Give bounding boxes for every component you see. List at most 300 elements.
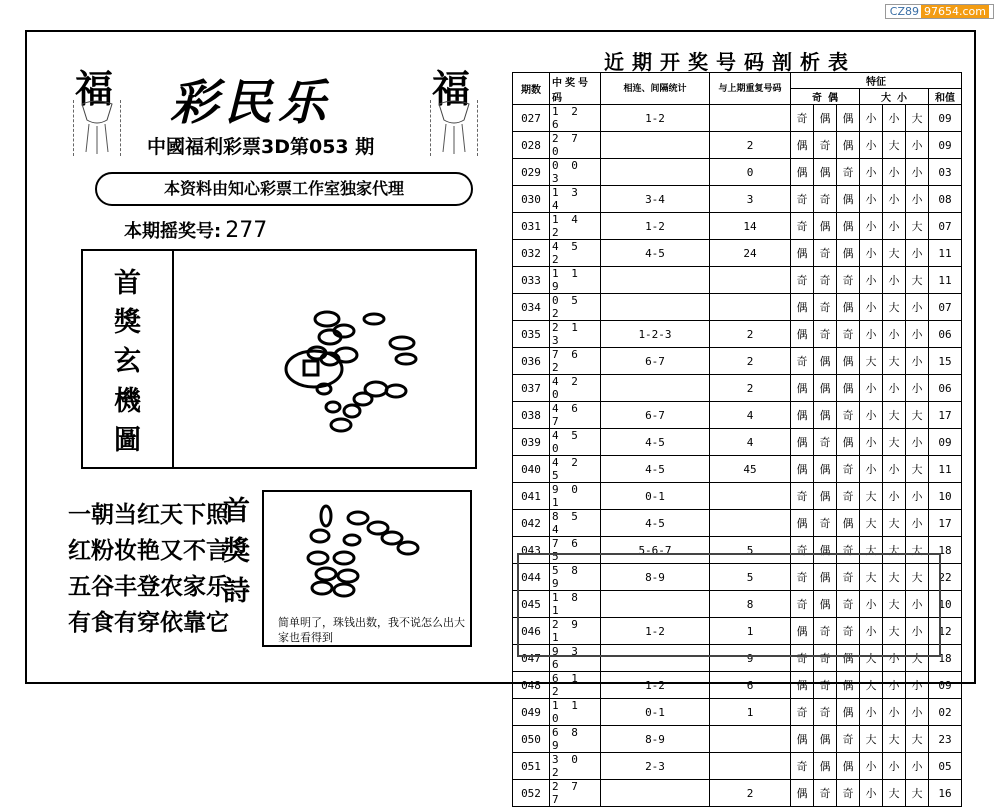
cell-number: 7 6 5 (550, 537, 601, 564)
cell-sum: 09 (929, 672, 962, 699)
cell-issue: 031 (513, 213, 550, 240)
cell-sum: 11 (929, 240, 962, 267)
cell-sum: 16 (929, 780, 962, 807)
cell-odd-even: 奇 (791, 645, 814, 672)
cell-gap: 4-5 (601, 510, 710, 537)
puzzle-label-char: 玄 (114, 346, 141, 378)
cell-gap (601, 375, 710, 402)
cell-big-small: 大 (860, 348, 883, 375)
cell-sum: 07 (929, 294, 962, 321)
cell-big-small: 小 (906, 672, 929, 699)
cell-sum: 10 (929, 483, 962, 510)
cell-big-small: 大 (883, 564, 906, 591)
cell-big-small: 小 (860, 402, 883, 429)
cell-repeat (710, 510, 791, 537)
cell-odd-even: 奇 (814, 267, 837, 294)
cell-number: 5 8 9 (550, 564, 601, 591)
cell-big-small: 小 (883, 321, 906, 348)
cell-big-small: 大 (906, 726, 929, 753)
cell-odd-even: 偶 (791, 672, 814, 699)
poem-title (223, 492, 255, 612)
table-row (513, 780, 962, 807)
cell-gap: 2-3 (601, 753, 710, 780)
cell-odd-even: 奇 (814, 645, 837, 672)
cell-sum: 12 (929, 618, 962, 645)
cell-issue: 033 (513, 267, 550, 294)
cell-number: 1 3 4 (550, 186, 601, 213)
cell-gap: 3-4 (601, 186, 710, 213)
table-row (513, 375, 962, 402)
cell-issue: 029 (513, 159, 550, 186)
cell-odd-even: 奇 (791, 591, 814, 618)
cell-issue: 046 (513, 618, 550, 645)
cell-big-small: 小 (860, 699, 883, 726)
cell-repeat: 0 (710, 159, 791, 186)
table-row (513, 159, 962, 186)
cell-sum: 11 (929, 456, 962, 483)
cell-big-small: 大 (883, 294, 906, 321)
puzzle-label-char: 圖 (114, 424, 141, 456)
table-row (513, 321, 962, 348)
cell-number: 1 1 9 (550, 267, 601, 294)
cell-repeat: 2 (710, 348, 791, 375)
cell-odd-even: 偶 (837, 699, 860, 726)
cell-sum: 08 (929, 186, 962, 213)
cell-repeat: 45 (710, 456, 791, 483)
cell-number: 4 2 0 (550, 375, 601, 402)
cell-odd-even: 奇 (791, 753, 814, 780)
cell-repeat (710, 753, 791, 780)
poem-line: 一朝当红天下照 (68, 502, 229, 528)
cell-big-small: 大 (860, 726, 883, 753)
cell-big-small: 小 (906, 483, 929, 510)
cell-odd-even: 偶 (837, 429, 860, 456)
cell-odd-even: 偶 (814, 348, 837, 375)
cell-big-small: 大 (906, 456, 929, 483)
cell-big-small: 小 (860, 132, 883, 159)
cell-odd-even: 奇 (791, 537, 814, 564)
cell-repeat: 14 (710, 213, 791, 240)
cell-big-small: 小 (883, 645, 906, 672)
cell-repeat: 1 (710, 618, 791, 645)
cell-odd-even: 偶 (814, 591, 837, 618)
cell-issue: 041 (513, 483, 550, 510)
poem-note: 简单明了，珠钱出数，我不说怎么出大家也看得到 (278, 616, 465, 644)
cell-repeat: 24 (710, 240, 791, 267)
cell-gap: 6-7 (601, 402, 710, 429)
cell-odd-even: 偶 (837, 240, 860, 267)
cell-big-small: 小 (906, 294, 929, 321)
table-row (513, 402, 962, 429)
cell-odd-even: 奇 (837, 564, 860, 591)
cell-odd-even: 奇 (837, 591, 860, 618)
table-row (513, 510, 962, 537)
cell-big-small: 小 (906, 753, 929, 780)
analysis-table-body (513, 105, 962, 807)
cell-big-small: 小 (883, 159, 906, 186)
cell-big-small: 小 (860, 456, 883, 483)
cell-odd-even: 偶 (814, 105, 837, 132)
cell-big-small: 小 (906, 510, 929, 537)
cell-big-small: 小 (906, 375, 929, 402)
cell-big-small: 小 (906, 591, 929, 618)
cell-odd-even: 奇 (837, 618, 860, 645)
cell-issue: 048 (513, 672, 550, 699)
cell-odd-even: 奇 (814, 618, 837, 645)
cell-repeat: 6 (710, 672, 791, 699)
issue-line: 中國福利彩票3D第053 期 (147, 136, 375, 158)
cell-big-small: 大 (906, 105, 929, 132)
table-title: 近期开奖号码剖析表 (604, 50, 856, 74)
cell-odd-even: 偶 (791, 321, 814, 348)
table-row (513, 456, 962, 483)
puzzle-label-char: 機 (114, 385, 141, 417)
cell-odd-even: 奇 (814, 672, 837, 699)
header-issue: 期数 (513, 73, 550, 105)
header-number: 中奖号码 (550, 73, 601, 105)
cell-sum: 18 (929, 537, 962, 564)
header-gap: 相连、间隔统计 (601, 73, 710, 105)
cell-number: 4 5 0 (550, 429, 601, 456)
cell-sum: 09 (929, 429, 962, 456)
cell-odd-even: 偶 (791, 402, 814, 429)
cell-odd-even: 偶 (814, 456, 837, 483)
cell-gap: 0-1 (601, 699, 710, 726)
header-odd-even: 奇 偶 (791, 89, 860, 105)
table-row (513, 753, 962, 780)
cell-big-small: 小 (906, 321, 929, 348)
cell-gap: 4-5 (601, 456, 710, 483)
cell-big-small: 小 (860, 186, 883, 213)
cell-odd-even: 偶 (814, 537, 837, 564)
table-row (513, 699, 962, 726)
cell-repeat: 2 (710, 321, 791, 348)
cell-big-small: 大 (883, 429, 906, 456)
cell-big-small: 小 (860, 240, 883, 267)
cell-gap (601, 132, 710, 159)
cell-issue: 052 (513, 780, 550, 807)
cell-odd-even: 偶 (791, 240, 814, 267)
cell-big-small: 小 (860, 375, 883, 402)
cell-big-small: 小 (860, 618, 883, 645)
table-row (513, 267, 962, 294)
coin-chain-drawing (264, 492, 470, 612)
cell-odd-even: 偶 (791, 294, 814, 321)
cell-odd-even: 奇 (837, 483, 860, 510)
cell-big-small: 小 (883, 753, 906, 780)
cell-big-small: 小 (883, 267, 906, 294)
cell-gap (601, 294, 710, 321)
cell-number: 6 8 9 (550, 726, 601, 753)
cell-odd-even: 偶 (814, 402, 837, 429)
cell-repeat: 5 (710, 564, 791, 591)
table-row (513, 132, 962, 159)
cell-odd-even: 奇 (791, 483, 814, 510)
cell-odd-even: 奇 (837, 321, 860, 348)
cell-big-small: 大 (860, 537, 883, 564)
cell-number: 1 8 1 (550, 591, 601, 618)
cell-gap (601, 267, 710, 294)
lantern-tassel-left-icon (73, 100, 121, 156)
cell-odd-even: 奇 (814, 186, 837, 213)
cell-number: 4 2 5 (550, 456, 601, 483)
cell-big-small: 小 (860, 321, 883, 348)
cell-sum: 17 (929, 510, 962, 537)
cell-big-small: 小 (883, 672, 906, 699)
cell-big-small: 大 (883, 348, 906, 375)
cell-repeat: 9 (710, 645, 791, 672)
cell-big-small: 小 (906, 186, 929, 213)
cell-big-small: 大 (883, 240, 906, 267)
cell-big-small: 小 (906, 132, 929, 159)
cell-number: 7 6 2 (550, 348, 601, 375)
cell-number: 2 9 1 (550, 618, 601, 645)
cell-gap: 8-9 (601, 564, 710, 591)
blank-notes-box (517, 553, 941, 657)
cell-odd-even: 偶 (814, 564, 837, 591)
cell-big-small: 大 (883, 510, 906, 537)
cell-odd-even: 奇 (837, 159, 860, 186)
cell-big-small: 小 (860, 591, 883, 618)
cell-odd-even: 奇 (814, 699, 837, 726)
cell-big-small: 大 (883, 780, 906, 807)
cell-odd-even: 奇 (837, 267, 860, 294)
cell-issue: 030 (513, 186, 550, 213)
cell-big-small: 大 (883, 618, 906, 645)
cell-odd-even: 奇 (791, 213, 814, 240)
cell-gap: 0-1 (601, 483, 710, 510)
cell-big-small: 大 (906, 213, 929, 240)
table-row (513, 348, 962, 375)
cell-issue: 039 (513, 429, 550, 456)
cell-big-small: 小 (860, 780, 883, 807)
cell-odd-even: 奇 (791, 348, 814, 375)
watermark-site: 97654.com (921, 5, 989, 18)
cell-repeat: 8 (710, 591, 791, 618)
cell-gap: 1-2 (601, 213, 710, 240)
cell-odd-even: 奇 (814, 294, 837, 321)
cell-issue: 043 (513, 537, 550, 564)
cell-issue: 032 (513, 240, 550, 267)
cell-odd-even: 奇 (791, 699, 814, 726)
cell-number: 9 3 6 (550, 645, 601, 672)
cell-repeat: 4 (710, 402, 791, 429)
poem-title-char: 首 (223, 496, 250, 527)
cell-repeat (710, 726, 791, 753)
poem-lines (68, 497, 229, 641)
cell-odd-even: 偶 (791, 510, 814, 537)
cell-repeat: 2 (710, 780, 791, 807)
cell-odd-even: 偶 (814, 483, 837, 510)
cell-issue: 028 (513, 132, 550, 159)
cell-odd-even: 偶 (791, 159, 814, 186)
cell-odd-even: 偶 (837, 294, 860, 321)
cell-repeat: 2 (710, 132, 791, 159)
cell-issue: 036 (513, 348, 550, 375)
cell-sum: 17 (929, 402, 962, 429)
cell-gap (601, 159, 710, 186)
fu-character-left: 福 (75, 66, 114, 111)
analysis-table (512, 72, 962, 807)
cell-gap: 1-2 (601, 672, 710, 699)
cell-sum: 07 (929, 213, 962, 240)
table-row (513, 726, 962, 753)
cell-odd-even: 偶 (837, 672, 860, 699)
cell-issue: 047 (513, 645, 550, 672)
cell-big-small: 小 (906, 618, 929, 645)
cell-odd-even: 奇 (837, 402, 860, 429)
cell-big-small: 大 (883, 537, 906, 564)
cell-odd-even: 奇 (814, 132, 837, 159)
cell-big-small: 大 (906, 267, 929, 294)
fu-character-right: 福 (432, 66, 471, 111)
cell-odd-even: 奇 (791, 105, 814, 132)
cell-repeat: 3 (710, 186, 791, 213)
cell-big-small: 小 (860, 429, 883, 456)
cell-issue: 040 (513, 456, 550, 483)
cell-odd-even: 偶 (814, 726, 837, 753)
cell-number: 4 5 2 (550, 240, 601, 267)
cell-odd-even: 偶 (814, 753, 837, 780)
cell-big-small: 大 (906, 780, 929, 807)
header-feature: 特征 (791, 73, 962, 89)
cell-odd-even: 偶 (814, 213, 837, 240)
cell-odd-even: 偶 (837, 375, 860, 402)
cell-big-small: 小 (883, 213, 906, 240)
cell-sum: 23 (929, 726, 962, 753)
header-sum: 和值 (929, 89, 962, 105)
cell-gap: 1-2-3 (601, 321, 710, 348)
cell-issue: 044 (513, 564, 550, 591)
cell-odd-even: 奇 (837, 780, 860, 807)
cell-big-small: 小 (906, 159, 929, 186)
table-row (513, 429, 962, 456)
poem-line: 有食有穿依靠它 (68, 610, 229, 636)
cell-odd-even: 偶 (791, 456, 814, 483)
cell-repeat: 4 (710, 429, 791, 456)
puzzle-label-char: 首 (114, 268, 141, 300)
cell-odd-even: 偶 (814, 159, 837, 186)
cell-odd-even: 偶 (837, 132, 860, 159)
watermark-code: CZ89 (889, 5, 920, 18)
cell-odd-even: 奇 (791, 267, 814, 294)
cell-odd-even: 偶 (837, 213, 860, 240)
cell-gap: 8-9 (601, 726, 710, 753)
cell-big-small: 小 (860, 267, 883, 294)
table-row (513, 105, 962, 132)
cell-odd-even: 奇 (814, 780, 837, 807)
cell-number: 6 1 2 (550, 672, 601, 699)
poem-panel (262, 490, 472, 647)
brand-title: 彩民乐 (170, 75, 333, 131)
poem-title-char: 獎 (223, 536, 250, 567)
cell-number: 8 5 4 (550, 510, 601, 537)
cell-gap: 4-5 (601, 429, 710, 456)
cell-big-small: 小 (860, 294, 883, 321)
cell-sum: 05 (929, 753, 962, 780)
cell-number: 1 4 2 (550, 213, 601, 240)
puzzle-label-char: 獎 (114, 307, 141, 339)
header-repeat: 与上期重复号码 (710, 73, 791, 105)
cell-issue: 051 (513, 753, 550, 780)
cell-repeat: 5 (710, 537, 791, 564)
cell-sum: 02 (929, 699, 962, 726)
cell-big-small: 小 (883, 186, 906, 213)
cell-repeat: 2 (710, 375, 791, 402)
lantern-tassel-right-icon (430, 100, 478, 156)
cell-big-small: 大 (883, 132, 906, 159)
cell-sum: 18 (929, 645, 962, 672)
cell-odd-even: 奇 (814, 321, 837, 348)
cell-odd-even: 偶 (837, 348, 860, 375)
cell-number: 4 6 7 (550, 402, 601, 429)
cell-repeat (710, 105, 791, 132)
cell-odd-even: 偶 (837, 510, 860, 537)
coin-puzzle-drawing (176, 251, 476, 467)
cell-sum: 15 (929, 348, 962, 375)
cell-sum: 09 (929, 132, 962, 159)
cell-sum: 09 (929, 105, 962, 132)
cell-odd-even: 偶 (837, 186, 860, 213)
cell-odd-even: 奇 (837, 537, 860, 564)
cell-issue: 050 (513, 726, 550, 753)
cell-big-small: 小 (906, 429, 929, 456)
cell-number: 3 0 2 (550, 753, 601, 780)
cell-issue: 049 (513, 699, 550, 726)
cell-odd-even: 偶 (837, 645, 860, 672)
cell-number: 1 2 6 (550, 105, 601, 132)
cell-odd-even: 偶 (791, 375, 814, 402)
cell-odd-even: 奇 (814, 429, 837, 456)
cell-number: 9 0 1 (550, 483, 601, 510)
cell-odd-even: 偶 (791, 726, 814, 753)
cell-big-small: 小 (860, 753, 883, 780)
cell-odd-even: 偶 (837, 753, 860, 780)
cell-issue: 027 (513, 105, 550, 132)
cell-number: 0 0 3 (550, 159, 601, 186)
header-big-small: 大 小 (860, 89, 929, 105)
cell-odd-even: 奇 (791, 564, 814, 591)
cell-big-small: 大 (906, 402, 929, 429)
cell-big-small: 大 (860, 564, 883, 591)
cell-odd-even: 偶 (791, 780, 814, 807)
cell-issue: 045 (513, 591, 550, 618)
cell-gap: 4-5 (601, 240, 710, 267)
cell-odd-even: 偶 (837, 105, 860, 132)
poem-title-char: 詩 (223, 576, 250, 607)
cell-big-small: 小 (883, 456, 906, 483)
table-row (513, 483, 962, 510)
cell-big-small: 大 (906, 645, 929, 672)
cell-big-small: 大 (860, 645, 883, 672)
cell-odd-even: 偶 (791, 429, 814, 456)
cell-big-small: 小 (883, 375, 906, 402)
cell-issue: 035 (513, 321, 550, 348)
cell-big-small: 大 (883, 591, 906, 618)
cell-big-small: 小 (883, 483, 906, 510)
cell-big-small: 大 (860, 483, 883, 510)
cell-odd-even: 偶 (791, 132, 814, 159)
cell-number: 2 1 3 (550, 321, 601, 348)
cell-big-small: 小 (883, 699, 906, 726)
cell-big-small: 小 (906, 699, 929, 726)
draw-number-line (124, 217, 267, 243)
cell-issue: 038 (513, 402, 550, 429)
cell-big-small: 大 (906, 564, 929, 591)
cell-number: 1 1 0 (550, 699, 601, 726)
cell-odd-even: 偶 (791, 618, 814, 645)
table-row (513, 294, 962, 321)
